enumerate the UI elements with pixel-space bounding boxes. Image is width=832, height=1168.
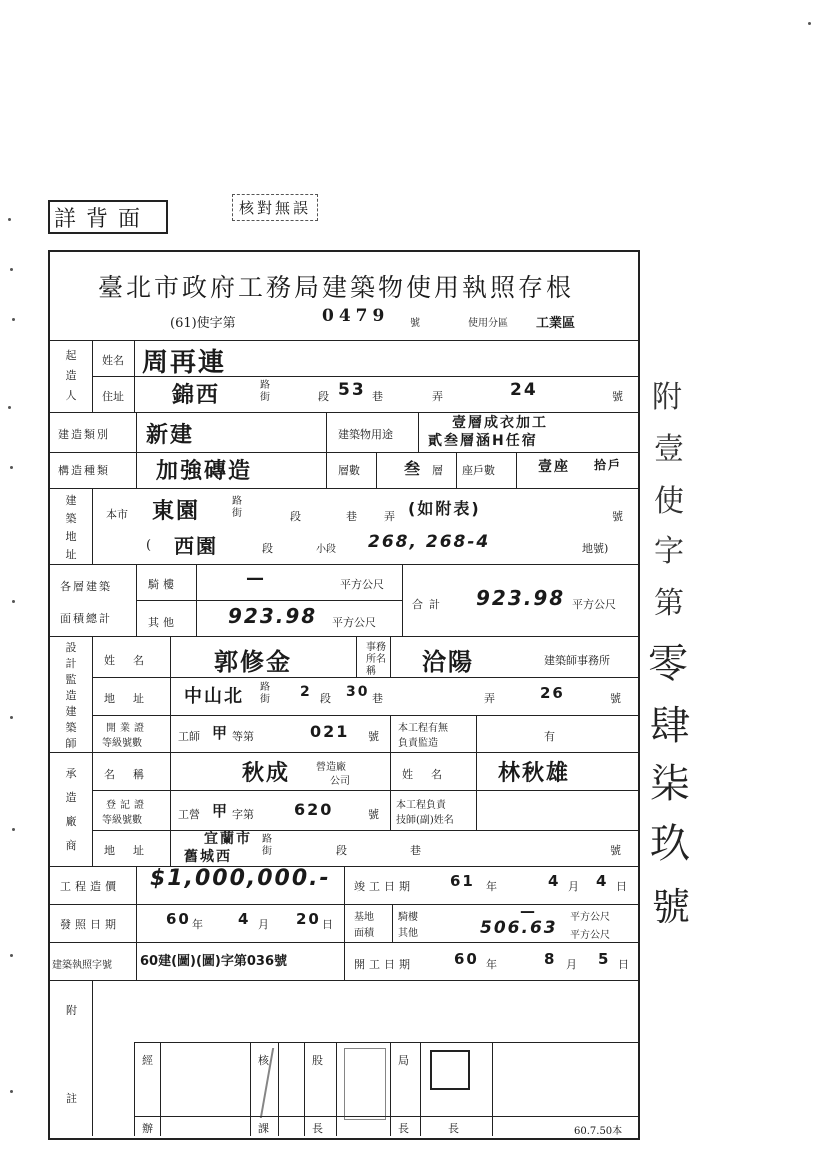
use-line1: 壹層成衣加工 xyxy=(452,415,548,431)
grid-line xyxy=(356,636,357,678)
applicant-alley-word: 弄 xyxy=(432,390,443,403)
permit-prefix: (61)使字第 xyxy=(170,316,236,331)
grid-line xyxy=(48,340,638,341)
finish-year-word: 年 xyxy=(486,880,497,893)
designer-license-number: 021 xyxy=(310,722,350,741)
designer-license-suffix: 號 xyxy=(368,730,379,743)
grid-line xyxy=(418,412,419,452)
zone-label: 使用分區 xyxy=(468,318,508,329)
issue-month: 4 xyxy=(238,910,251,928)
grid-line xyxy=(402,564,403,636)
area-label-line2: 面積總計 xyxy=(60,612,112,625)
grid-line xyxy=(136,866,137,980)
area-total-label: 合計 xyxy=(412,598,446,611)
use-line2: 貳叁層涵H任宿 xyxy=(428,433,538,449)
grid-line xyxy=(134,1116,638,1117)
contractor-road-label: 路街 xyxy=(262,834,272,857)
base-other-unit: 平方公尺 xyxy=(570,930,610,941)
base-other-label: 其他 xyxy=(398,928,418,939)
designer-address-road: 中山北 xyxy=(184,686,244,707)
contractor-address-road: 舊城西 xyxy=(184,849,232,865)
margin-fragment: 第 xyxy=(654,586,684,621)
applicant-name-label: 姓名 xyxy=(102,354,124,367)
applicant-name-value: 周再連 xyxy=(142,348,227,378)
top-stamp: 核對無誤 xyxy=(232,194,318,221)
contractor-reg-word: 字第 xyxy=(232,808,254,821)
finish-day-word: 日 xyxy=(616,880,627,893)
contractor-company-word: 營造廠 xyxy=(316,762,346,773)
designer-license-label-line2: 等級號數 xyxy=(102,738,142,749)
contractor-reg-label-line1: 登記證 xyxy=(106,800,148,811)
scan-speck xyxy=(12,600,15,603)
permit-suffix: 號 xyxy=(410,318,420,329)
start-day-word: 日 xyxy=(618,958,629,971)
site-road: 東園 xyxy=(152,499,201,524)
designer-license-grade: 甲 xyxy=(212,724,230,742)
grid-line xyxy=(390,752,391,830)
applicant-address-label: 住址 xyxy=(102,390,124,403)
site-number-word: 號 xyxy=(612,510,623,523)
grid-line xyxy=(134,1042,638,1043)
grid-line xyxy=(456,452,457,488)
grid-line xyxy=(476,752,477,830)
site-label: 建築地址 xyxy=(65,494,77,561)
designer-supervise-line1: 本工程有無 xyxy=(398,723,448,734)
sign-label: 經 xyxy=(142,1054,153,1067)
grid-line xyxy=(304,1042,305,1136)
designer-name-label: 姓名 xyxy=(104,654,162,667)
finish-month: 4 xyxy=(548,872,561,890)
issue-label: 發照日期 xyxy=(60,918,120,931)
start-year-word: 年 xyxy=(486,958,497,971)
applicant-lane-word: 巷 xyxy=(372,390,383,403)
scan-speck xyxy=(808,22,811,25)
zone-value: 工業區 xyxy=(536,316,576,331)
designer-section-value: 2 xyxy=(300,684,312,700)
scan-speck xyxy=(10,466,13,469)
units-extra: 拾戶 xyxy=(594,458,623,472)
designer-license-label-line1: 開業證 xyxy=(106,723,148,734)
scan-speck xyxy=(10,1090,13,1093)
contractor-reg-prefix: 工營 xyxy=(178,808,200,821)
contractor-name-label: 名稱 xyxy=(104,768,162,781)
applicant-road-label: 路街 xyxy=(260,380,270,403)
base-other-value: 506.63 xyxy=(480,918,558,938)
contractor-section-word: 段 xyxy=(336,844,347,857)
sign-label: 長 xyxy=(398,1122,409,1135)
grid-line xyxy=(134,340,135,412)
designer-license-word: 等第 xyxy=(232,730,254,743)
floors-word: 層 xyxy=(432,464,443,477)
start-month-word: 月 xyxy=(566,958,577,971)
designer-office-suffix: 建築師事務所 xyxy=(544,654,610,667)
start-month: 8 xyxy=(544,950,557,968)
lot-open: ( xyxy=(146,538,152,553)
floors-label: 層數 xyxy=(338,464,360,477)
category-value: 新建 xyxy=(146,423,195,448)
designer-office-value: 洽陽 xyxy=(422,648,474,676)
applicant-number-word: 號 xyxy=(612,390,623,403)
scan-speck xyxy=(8,406,11,409)
contractor-address-label: 地址 xyxy=(104,844,162,857)
contractor-engineer-line1: 本工程負責 xyxy=(396,800,446,811)
grid-line xyxy=(476,715,477,752)
grid-line xyxy=(48,636,638,637)
sign-label: 長 xyxy=(448,1122,459,1135)
scan-speck xyxy=(10,268,13,271)
applicant-number-value: 24 xyxy=(510,380,538,400)
grid-line xyxy=(420,1042,421,1136)
scan-speck xyxy=(12,828,15,831)
grid-line xyxy=(336,1042,337,1136)
lot-sub-word: 小段 xyxy=(316,544,336,555)
margin-fragment: 使 xyxy=(654,484,684,519)
contractor-person-label: 姓名 xyxy=(402,768,460,781)
issue-year: 60 xyxy=(166,910,191,928)
seal-stamp xyxy=(344,1048,386,1120)
grid-line xyxy=(390,636,391,678)
sign-label: 長 xyxy=(312,1122,323,1135)
area-other-value: 923.98 xyxy=(228,604,318,628)
margin-fragment: 壹 xyxy=(654,432,684,467)
contractor-reg-number: 620 xyxy=(294,800,334,819)
grid-line xyxy=(250,1042,251,1136)
designer-number-value: 26 xyxy=(540,684,565,702)
grid-line xyxy=(92,715,638,716)
area-other-unit: 平方公尺 xyxy=(332,616,376,629)
designer-office-label: 事務所名稱 xyxy=(366,642,386,677)
grid-line xyxy=(48,752,638,753)
designer-supervise-value: 有 xyxy=(544,730,555,743)
start-year: 60 xyxy=(454,950,479,968)
grid-line xyxy=(92,636,93,866)
permit-label: 建築執照字號 xyxy=(52,960,112,971)
site-city-word: 本市 xyxy=(106,508,128,521)
area-other-label: 其他 xyxy=(148,616,178,629)
designer-address-label: 地址 xyxy=(104,692,162,705)
designer-section-word: 段 xyxy=(320,692,331,705)
grid-line xyxy=(48,980,638,981)
cost-label: 工程造價 xyxy=(60,880,120,893)
margin-fragment: 字 xyxy=(654,534,684,569)
contractor-number-word: 號 xyxy=(610,844,621,857)
seal-stamp xyxy=(430,1050,470,1090)
contractor-reg-label-line2: 等級號數 xyxy=(102,815,142,826)
grid-line xyxy=(516,452,517,488)
margin-fragment: 零 xyxy=(648,641,688,687)
base-label-line2: 面積 xyxy=(354,928,374,939)
issue-month-word: 月 xyxy=(258,918,269,931)
sign-label: 股 xyxy=(312,1054,323,1067)
grid-line xyxy=(92,677,638,678)
site-section-word: 段 xyxy=(290,510,301,523)
area-arcade-label: 騎樓 xyxy=(148,578,178,591)
grid-line xyxy=(92,980,93,1136)
sign-label: 核 xyxy=(258,1054,269,1067)
sign-label: 局 xyxy=(398,1054,409,1067)
back-label: 詳背面 xyxy=(54,207,151,232)
site-lane-word: 巷 xyxy=(346,510,357,523)
start-day: 5 xyxy=(598,950,611,968)
grid-line xyxy=(92,340,93,412)
designer-section-label: 設計監造建築師 xyxy=(65,641,77,750)
issue-year-word: 年 xyxy=(192,918,203,931)
scan-speck xyxy=(10,716,13,719)
contractor-section-label: 承造廠商 xyxy=(65,767,77,852)
designer-number-word: 號 xyxy=(610,692,621,705)
designer-lane-word: 巷 xyxy=(372,692,383,705)
contractor-company-word2: 公司 xyxy=(330,776,350,787)
site-alley-word: 弄 xyxy=(384,510,395,523)
contractor-engineer-line2: 技師(副)姓名 xyxy=(396,815,454,826)
structure-label: 構造種類 xyxy=(58,464,110,477)
area-arcade-unit: 平方公尺 xyxy=(340,578,384,591)
floors-value: 叁 xyxy=(404,459,423,478)
use-label: 建築物用途 xyxy=(338,428,393,441)
grid-line xyxy=(376,452,377,488)
grid-line xyxy=(390,1042,391,1136)
lot-area: 西園 xyxy=(174,534,218,558)
applicant-address-road: 錦西 xyxy=(172,383,221,408)
grid-line xyxy=(92,488,93,564)
scan-speck xyxy=(8,218,11,221)
base-arcade-label: 騎樓 xyxy=(398,912,418,923)
structure-value: 加強磚造 xyxy=(156,459,253,484)
margin-fragment: 附 xyxy=(652,380,682,415)
permit-value: 60建(圖)(圖)字第036號 xyxy=(140,954,287,969)
grid-line xyxy=(134,1042,135,1136)
contractor-reg-grade: 甲 xyxy=(212,802,230,820)
lot-close: 地號) xyxy=(582,542,609,555)
grid-line xyxy=(326,452,327,488)
grid-line xyxy=(344,866,345,980)
applicant-lane-value: 53 xyxy=(338,380,366,400)
units-value: 壹座 xyxy=(538,459,570,475)
start-label: 開工日期 xyxy=(354,958,414,971)
lot-section-word: 段 xyxy=(262,542,273,555)
designer-name-value: 郭修金 xyxy=(214,648,292,676)
lot-numbers: 268, 268-4 xyxy=(368,532,491,552)
grid-line xyxy=(390,715,391,752)
area-total-value: 923.98 xyxy=(476,586,566,610)
grid-line xyxy=(48,488,638,489)
grid-line xyxy=(170,636,171,866)
margin-fragment: 肆 xyxy=(650,703,690,749)
designer-supervise-line2: 負責監造 xyxy=(398,738,438,749)
issue-day: 20 xyxy=(296,910,321,928)
base-arcade-unit: 平方公尺 xyxy=(570,912,610,923)
contractor-lane-word: 巷 xyxy=(410,844,421,857)
sign-label: 課 xyxy=(258,1122,269,1135)
permit-number: 0479 xyxy=(322,306,390,326)
finish-label: 竣工日期 xyxy=(354,880,414,893)
issue-day-word: 日 xyxy=(322,918,333,931)
grid-line xyxy=(92,830,638,831)
contractor-reg-suffix: 號 xyxy=(368,808,379,821)
notes-label-top: 附 xyxy=(66,1004,77,1017)
scan-speck xyxy=(12,318,15,321)
category-label: 建造類別 xyxy=(58,428,110,441)
area-label-line1: 各層建築 xyxy=(60,580,112,593)
grid-line xyxy=(392,904,393,942)
finish-month-word: 月 xyxy=(568,880,579,893)
units-label: 座戶數 xyxy=(462,464,495,477)
cost-value: $1,000,000.- xyxy=(150,866,331,891)
sign-label: 辦 xyxy=(142,1122,153,1135)
scan-speck xyxy=(10,954,13,957)
designer-license-prefix: 工師 xyxy=(178,730,200,743)
designer-road-label: 路街 xyxy=(260,682,270,705)
contractor-name-value: 秋成 xyxy=(242,761,291,786)
finish-year: 61 xyxy=(450,872,475,890)
grid-line xyxy=(160,1042,161,1136)
base-arcade-value: — xyxy=(520,902,537,920)
notes-label-bottom: 註 xyxy=(66,1092,77,1105)
grid-line xyxy=(136,600,402,601)
finish-day: 4 xyxy=(596,872,609,890)
designer-lane-value: 30 xyxy=(346,684,370,700)
area-total-unit: 平方公尺 xyxy=(572,598,616,611)
footer-code: 60.7.50本 xyxy=(574,1126,623,1137)
form-title: 臺北市政府工務局建築物使用執照存根 xyxy=(98,273,575,302)
grid-line xyxy=(136,412,137,488)
applicant-section-label: 起造人 xyxy=(65,349,77,402)
grid-line xyxy=(492,1042,493,1136)
contractor-person-value: 林秋雄 xyxy=(498,761,571,786)
grid-line xyxy=(92,790,638,791)
base-label-line1: 基地 xyxy=(354,912,374,923)
margin-fragment: 玖 xyxy=(650,821,690,867)
designer-alley-word: 弄 xyxy=(484,692,495,705)
margin-fragment: 柒 xyxy=(650,761,690,807)
site-note: (如附表) xyxy=(408,499,481,518)
contractor-address-city: 宜蘭市 xyxy=(204,831,252,847)
site-road-label: 路街 xyxy=(232,496,242,519)
area-arcade-value: — xyxy=(246,568,266,589)
grid-line xyxy=(326,412,327,452)
applicant-section-word: 段 xyxy=(318,390,329,403)
margin-fragment: 號 xyxy=(652,885,691,929)
